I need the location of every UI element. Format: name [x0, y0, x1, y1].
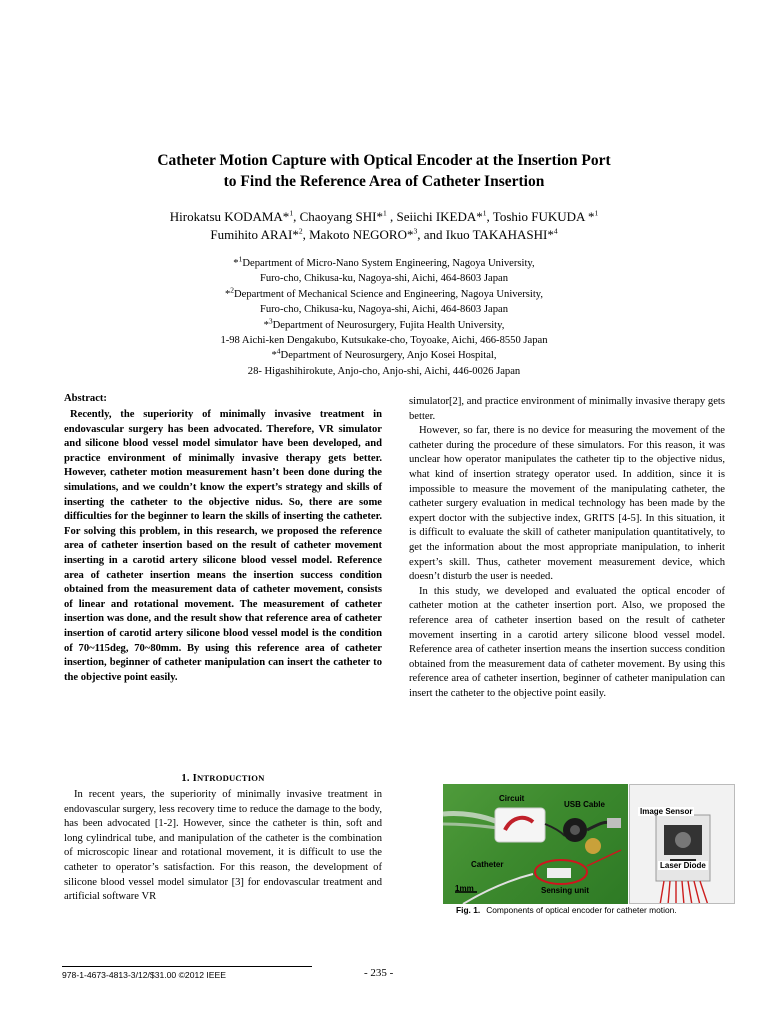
section-heading-introduction: [64, 773, 382, 784]
label-laser-diode: Laser Diode: [660, 861, 706, 870]
abstract-body: [64, 408, 382, 685]
author-list: [60, 208, 708, 244]
abstract-heading: Abstract:: [64, 393, 107, 404]
label-catheter: Catheter: [471, 860, 504, 869]
paragraph: In this study, we developed and evaluated the optical encoder of catheter motion at the catheter insertion port. Also, we proposed the reference area of catheter insertion based on the result of catheter movement inserting in a carotid artery silicone blood vessel model. Reference area of catheter insertion means the insertion success condition obtained from the measurement data of catheter movement. By using this reference area of catheter insertion, beginner of catheter manipulation can insert the catheter to the objective point easily.: [409, 585, 725, 699]
affiliation-line: [60, 256, 708, 271]
introduction-body: [64, 788, 382, 905]
affil-mark: *: [224, 288, 231, 300]
affiliation-line: [60, 348, 708, 363]
affil-text: Department of Mechanical Science and Engineering, Nagoya University,: [233, 288, 544, 300]
label-usb-cable: USB Cable: [564, 800, 605, 809]
author-sup: 3: [413, 226, 418, 236]
author-sup: 1: [382, 208, 387, 218]
affil-sup: 4: [276, 346, 281, 356]
affil-mark: *: [233, 258, 239, 269]
affiliation-line: Furo-cho, Chikusa-ku, Nagoya-shi, Aichi, 464-8603 Japan: [259, 273, 509, 285]
affil-sup: 2: [230, 285, 234, 295]
footer-copyright: 978-1-4673-4813-3/12/$31.00 ©2012 IEEE: [62, 970, 227, 980]
author-negoro: , Makoto NEGORO*: [302, 227, 414, 242]
section-heading-num: 1. I: [181, 773, 197, 784]
sensor-photo-drawing: [630, 785, 735, 904]
footer-rule: [62, 966, 312, 967]
author-sup: 4: [553, 226, 558, 236]
affil-text: Department of Neurosurgery, Anjo Kosei Hospital,: [280, 350, 497, 362]
author-sup: 2: [298, 226, 303, 236]
label-circuit: Circuit: [499, 794, 525, 803]
affiliation-line: 28- Higashihirokute, Anjo-cho, Anjo-shi, Aichi, 446-0026 Japan: [247, 365, 521, 377]
section-heading-text: NTRODUCTION: [196, 773, 265, 783]
affiliation-line: [60, 287, 708, 302]
author-sup: 1: [482, 208, 487, 218]
affiliation-line: Furo-cho, Chikusa-ku, Nagoya-shi, Aichi, 464-8603 Japan: [259, 304, 509, 316]
affiliations: [60, 256, 708, 379]
figure-1: [443, 784, 735, 904]
affil-sup: 3: [268, 316, 273, 326]
affiliation-line: [60, 318, 708, 333]
affil-text: Department of Neurosurgery, Fujita Health University,: [272, 319, 505, 331]
author-shi: , Chaoyang SHI*: [293, 209, 383, 224]
author-ikeda: , Seiichi IKEDA*: [386, 209, 483, 224]
affil-mark: *: [271, 350, 277, 362]
sensor-photo: [629, 784, 735, 904]
abstract-text: Recently, the superiority of minimally invasive treatment in endovascular surgery has been advocated. Therefore, VR simulator and silicone blood vessel model simulator have been developed, and practice environment of minimally invasive therapy gets better. However, catheter motion measurement hasn’t been done during the simulations, and we couldn’t know the expert’s strategy and skills of inserting the catheter to the objective nidus. So, there are some difficulties for the beginner to learn the skills of inserting the catheter. For solving this problem, in this research, we proposed the reference area of catheter insertion based on the result of catheter movement inserting in a carotid artery silicone blood vessel model. Reference area of catheter insertion means the insertion success condition obtained from the measurement data of catheter movement, consists of linear and rotational movement. The measurement of catheter insertion was done, and the result show that reference area of catheter insertion of carotid artery silicone blood vessel model is the condition of 70~115deg, 70~80mm. By using this reference area of catheter insertion, beginner of catheter manipulation can insert the catheter to the objective point easily.: [64, 409, 382, 683]
affil-sup: 1: [238, 254, 243, 264]
title-line-1: Catheter Motion Capture with Optical Encoder at the Insertion Port: [157, 152, 611, 169]
label-scale: 1mm: [455, 884, 474, 893]
author-sup: 1: [594, 208, 599, 218]
label-sensing-unit: Sensing unit: [541, 886, 589, 895]
paragraph: However, so far, there is no device for measuring the movement of the catheter during the procedure of these simulators. For this reason, it was unclear how operator manipulates the catheter tip to the objective nidus, what kind of insertion strategy operator used. In addition, since it is impossible to measure the movement of the manipulating catheter, the catheter surgery evaluation in medical technology has been made by the expert doctor with the subjective index, GRITS [4-5]. In this situation, it is difficult to evaluate the skill of catheter manipulation quantitatively, to get the information about the most appropriate manipulation, to inherit expert’s skill. Thus, catheter movement measurement device, which doesn’t disturb the user is needed.: [409, 425, 725, 583]
title-line-2: to Find the Reference Area of Catheter Insertion: [223, 173, 545, 190]
author-line-2: [60, 226, 708, 244]
right-column-body: [409, 395, 725, 701]
page-number: - 235 -: [364, 967, 394, 979]
device-photo: [443, 784, 628, 904]
affiliation-line: 1-98 Aichi-ken Dengakubo, Kutsukake-cho, Toyoake, Aichi, 466-8550 Japan: [220, 335, 548, 347]
intro-paragraph: In recent years, the superiority of minimally invasive treatment in endovascular surgery, less recovery time to reduce the damage to the body, has been advocated [1-2]. However, since the catheter is thin, soft and long cylindrical tube, and manipulation of the catheter is the combination of microscopic linear and rotational movement, it is difficult to use the catheter to operator’s satisfaction. For this reason, the development of silicone blood vessel model simulator [3] for endovascular treatment and artificial software VR: [64, 789, 382, 903]
caption-number: Fig. 1.: [456, 905, 481, 915]
label-image-sensor: Image Sensor: [640, 807, 693, 816]
affil-text: Department of Micro-Nano System Engineering, Nagoya University,: [242, 258, 535, 269]
caption-text: Components of optical encoder for catheter motion.: [486, 905, 677, 915]
affil-mark: *: [263, 319, 269, 331]
author-fukuda: , Toshio FUKUDA *: [486, 209, 595, 224]
author-line-1: [60, 208, 708, 226]
author-arai: Fumihito ARAI*: [210, 227, 299, 242]
author-kodama: Hirokatsu KODAMA*: [169, 209, 290, 224]
paper-title: [60, 150, 708, 192]
author-sup: 1: [289, 208, 294, 218]
paragraph-continued: simulator[2], and practice environment of minimally invasive therapy gets better.: [409, 396, 725, 422]
figure-caption: [456, 905, 677, 915]
author-takahashi: , and Ikuo TAKAHASHI*: [417, 227, 554, 242]
